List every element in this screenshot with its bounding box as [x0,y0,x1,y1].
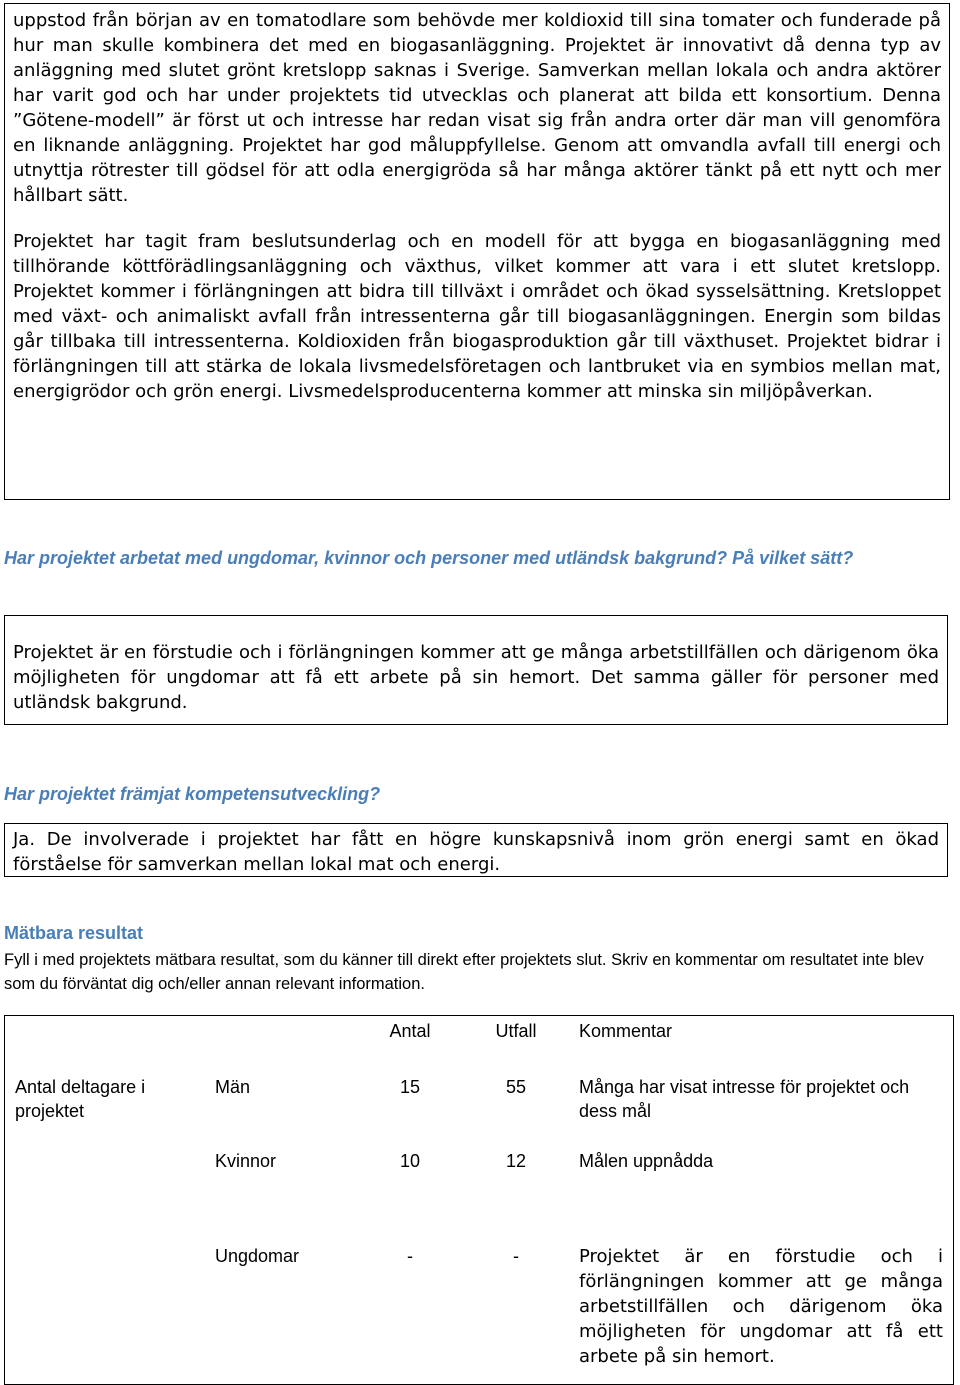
row-antal: - [407,1246,413,1266]
table-row [5,1065,954,1144]
header-utfall: Utfall [495,1021,537,1041]
header-antal: Antal [389,1021,431,1041]
row-kommentar: Många har visat intresse för projektet och dess mål [579,1077,910,1121]
header-kommentar: Kommentar [579,1021,673,1041]
row-category: Män [215,1077,251,1097]
question-target-groups: Har projektet arbetat med ungdomar, kvinnor och personer med utländsk bakgrund? På vilket sätt? [4,548,854,568]
table-header-row [5,1016,954,1066]
answer-box-competence [4,823,948,877]
row-antal: 10 [399,1151,421,1171]
description-paragraph-1: uppstod från början av en tomatodlare som behövde mer koldioxid till sina tomater och funderade på hur man skulle kombinera det med en biogasanläggning. Projektet är innovativt då denna typ av anläggning med slutet grönt kretslopp saknas i Sverige. Samverkan mellan lokala och andra aktörer har varit god och har under projektets tid utvecklas och planerat att bilda ett konsortium. Denna ”Götene-modell” är först ut och intresse har redan visat sig från andra orter där man vill genomföra en liknande anläggning. Projektet har god måluppfyllelse. Genom att omvandla avfall till energi och utnyttja rötrester till gödsel för att odla energigröda så har många aktörer tänkt på ett nytt och mer hållbart sätt. [13,10,941,206]
group-label: Antal deltagare i projektet [15,1077,146,1121]
answer-competence: Ja. De involverade i projektet har fått en högre kunskapsnivå inom grön energi samt en ökad förståelse för samverkan mellan lokal mat och energi. [13,829,939,875]
results-table [4,1015,954,1385]
row-kommentar: Målen uppnådda [579,1151,714,1171]
row-category: Ungdomar [215,1246,300,1266]
description-box [4,3,950,500]
row-kommentar: Projektet är en förstudie och i förlängningen kommer att ge många arbetstillfällen och därigenom öka möjligheten för ungdomar att få ett arbete på sin hemort. [579,1246,943,1367]
row-utfall: - [513,1246,519,1266]
description-paragraph-2: Projektet har tagit fram beslutsunderlag och en modell för att bygga en biogasanläggning med tillhörande köttförädlingsanläggning och växthus, vilket kommer att vara i ett slutet kretslopp. Projektet kommer i förlängningen att bidra till tillväxt i området och ökad sysselsättning. Kretsloppet med växt- och animaliskt avfall från intressenterna går till biogasanläggningen. Energin som bildas går tillbaka till intressenterna. Koldioxiden från biogasproduktion går till växthuset. Projektet bidrar i förlängningen till att stärka de lokala livsmedelsföretagen och lantbruket via en symbios mellan mat, energigrödor och grön energi. Livsmedelsproducenterna kommer att minska sin miljöpåverkan. [13,231,941,402]
row-antal: 15 [399,1077,421,1097]
row-utfall: 55 [505,1077,527,1097]
results-instructions: Fyll i med projektets mätbara resultat, som du känner till direkt efter projektets slut. Skriv en kommentar om resultatet inte blev som du förväntat dig och/eller annan relevant information. [4,951,924,993]
results-heading: Mätbara resultat [4,923,144,943]
answer-box-target-groups [4,615,948,725]
row-category: Kvinnor [215,1151,277,1171]
answer-target-groups: Projektet är en förstudie och i förlängningen kommer att ge många arbetstillfällen och därigenom öka möjligheten för ungdomar att få ett arbete på sin hemort. Det samma gäller för personer med utländsk bakgrund. [13,642,939,713]
question-competence: Har projektet främjat kompetensutveckling? [4,784,381,804]
row-utfall: 12 [505,1151,527,1171]
